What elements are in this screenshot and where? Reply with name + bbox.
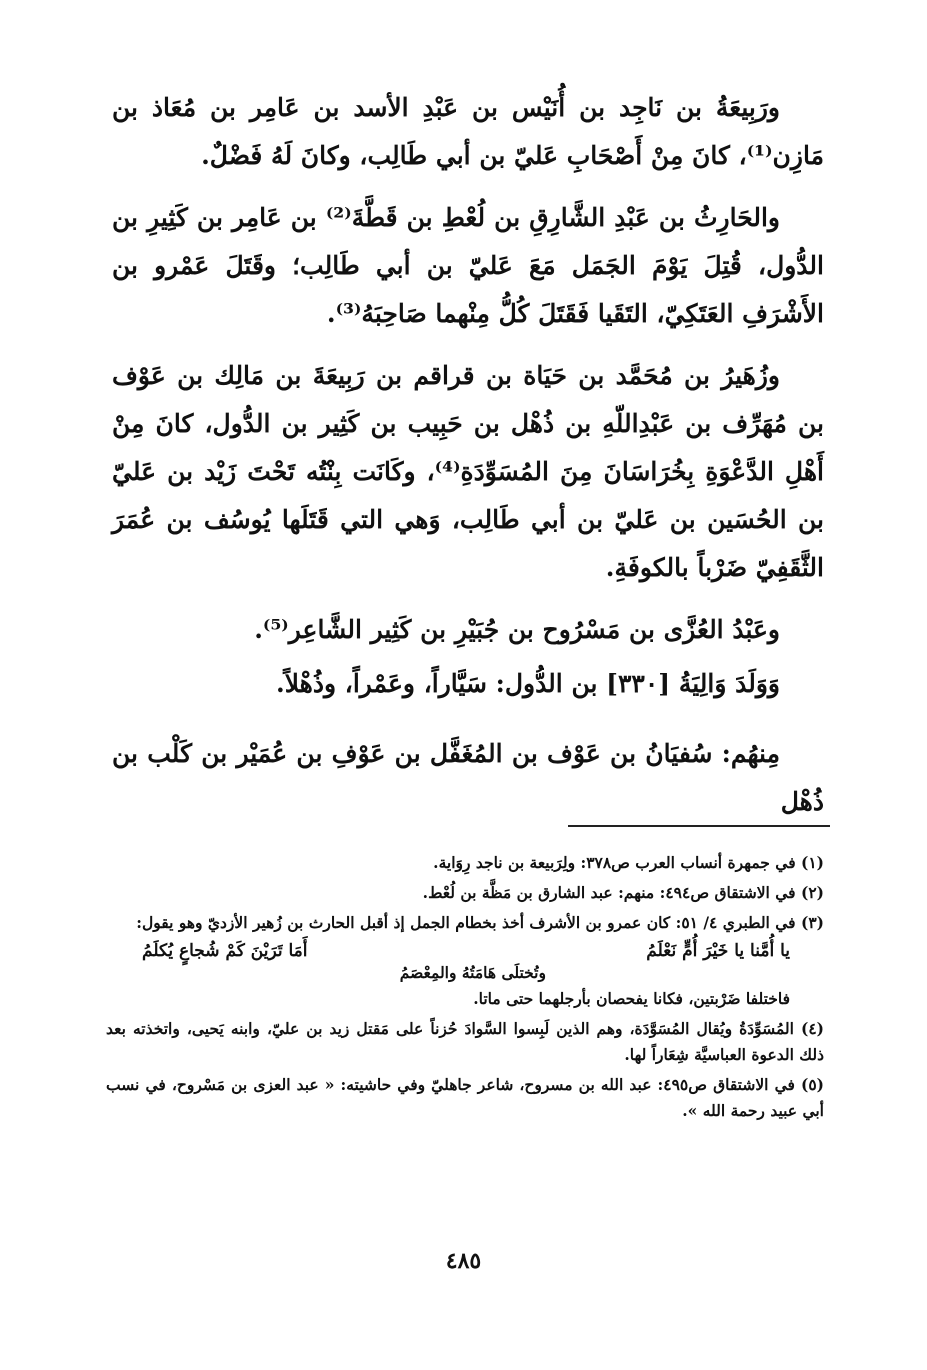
footnote-separator <box>568 825 830 827</box>
footnote-4: (٤) المُسَوِّدَةُ ويُقال المُسَوَّدَة، وهم الذين لَبِسوا السَّوادَ حُزناً على مَقتل زيد بن عليّ، وابنه يَحيى، واتخذته بعد ذلك الدعوة العباسيَّة شِعَاراً لها. <box>106 1019 824 1064</box>
footnotes <box>106 850 824 1128</box>
verse-second-line: وتُختلَى هَامَتُهُ والمِعْصَمُ <box>399 963 546 982</box>
paragraph-harith: والحَارِثُ بن عَبْدِ الشَّارِقِ بن لُعْطِ بن قَطَّةَ⁽²⁾ بن عَامِر بن كَثِيرِ بن الدُّول، قُتِلَ يَوْمَ الجَمَل مَعَ عَليّ بن أبي طَالِب؛ وقَتَلَ عَمْرو بن الأَشْرَفِ العَتَكِيّ، التَقَيا فَقَتَلَ كُلُّ مِنْهما صَاحِبَهُ⁽³⁾. <box>112 203 824 328</box>
footnote-1: (١) في جمهرة أنساب العرب ص٣٧٨: ولِرَبيعة بن ناجد رِوَاية. <box>433 853 824 872</box>
paragraph-abd-al-uzza: وعَبْدُ العُزَّى بن مَسْرُوح بن جُبَيْرِ بن كَثِير الشَّاعِر⁽⁵⁾. <box>254 615 780 644</box>
main-text <box>112 84 824 840</box>
footnote-3-text: (٣) في الطبري ٤/ ٥١: كان عمرو بن الأشرف أخذ بخطام الجمل إذ أقبل الحارث بن زُهير الأزديّ وهو يقول: <box>136 913 824 932</box>
footnote-5: (٥) في الاشتقاق ص٤٩٥: عبد الله بن مسروح، شاعر جاهليّ وفي حاشيته: « عبد العزى بن مَسْروح، في نسب أبي عبيد رحمة الله ». <box>106 1075 824 1120</box>
paragraph-zuhair: وزُهَيرُ بن مُحَمَّد بن حَيَاة بن قراقم بن رَبِيعَةَ بن مَالِك بن عَوْف بن مُهَرِّف بن عَبْدِاللّهِ بن ذُهْل بن حَبِيب بن كَثِير بن الدُّول، كانَ مِنْ أَهْلِ الدَّعْوَةِ بِخُرَاسَانَ مِنَ المُسَوِّدَةِ⁽⁴⁾، وكَانَت بِنْتُه تَحْتَ زَيْد بن عَليّ بن الحُسَين بن عَليّ بن أبي طَالِب، وَهي التي قَتَلَها يُوسُف بن عُمَرَ الثَّقَفِيّ ضَرْباً بالكوفَةِ. <box>112 361 824 582</box>
footnote-3-continuation: فاختلفا ضَرْبتين، فكانا يفحصان بأرجلهما حتى ماتا. <box>473 989 790 1008</box>
paragraph-walad-waliya: وَوَلَدَ وَالِيَةُ [٣٣٠] بن الدُّول: سَيَّاراً، وعَمْراً، وذُهْلاً. <box>276 669 780 698</box>
paragraph-rabia: ورَبِيعَةُ بن نَاجِد بن أُنَيْس بن عَبْدِ الأسد بن عَامِر بن مُعَاذ بن مَازِن⁽¹⁾، كانَ مِنْ أَصْحَابِ عَليّ بن أبي طَالِب، وكانَ لَهُ فَضْلٌ. <box>112 93 824 170</box>
verse-hemistich-left: أَمَا تَرَيْنَ كَمْ شُجاعٍ يُكلَمُ <box>142 941 308 961</box>
verse-hemistich-right: يا أُمَّنا يا خَيْرَ أُمٍّ نَعْلَمُ <box>646 941 790 961</box>
paragraph-minhum: مِنهُم: سُفيَانُ بن عَوْف بن المُغَفَّل بن عَوْفِ بن عُمَيْر بن كَلْب بن ذُهْل <box>112 739 824 816</box>
footnote-2: (٢) في الاشتقاق ص٤٩٤: منهم: عبد الشارق بن مَظَّة بن لُعْط. <box>422 883 824 902</box>
page-number: ٤٨٥ <box>445 1248 482 1274</box>
footnote-3 <box>106 910 824 1012</box>
